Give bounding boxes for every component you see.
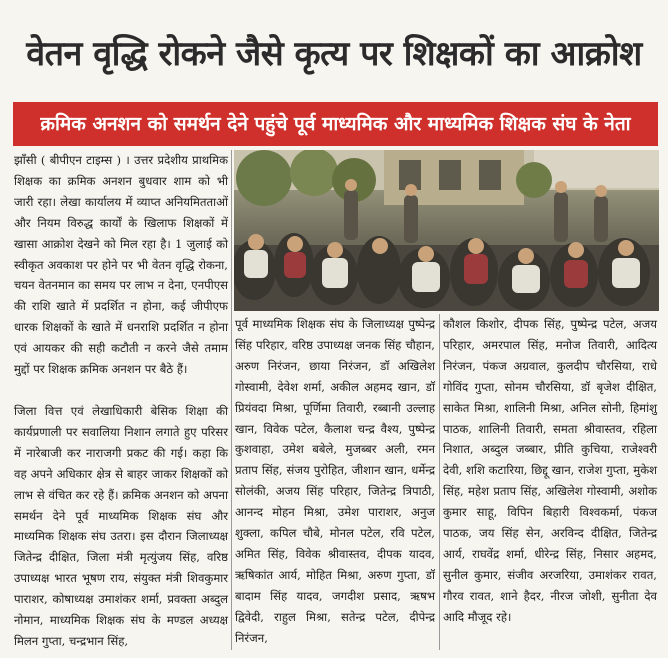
news-photo [234, 150, 659, 311]
headline: वेतन वृद्धि रोकने जैसे कृत्य पर शिक्षकों का आक्रोश [26, 34, 642, 74]
article-column-2 [235, 314, 435, 650]
article-column-1 [14, 150, 228, 650]
photo-crowd-illustration [234, 150, 659, 311]
article-paragraph: जिला वित्त एवं लेखाधिकारी बेसिक शिक्षा की कार्यप्रणाली पर सवालिया निशान लगाते हुए परिसर में नारेबाजी कर नाराजगी प्रकट की गई। कहा कि वह अपने अधिकार क्षेत्र से बाहर जाकर शिक्षकों को लाभ से वंचित कर रहे हैं। क्रमिक अनशन को अपना समर्थन देने पूर्व माध्यमिक शिक्षक संघ और माध्यमिक शिक्षक संघ उतरा। इस दौरान जिलाध्यक्ष जितेन्द्र दीक्षित, जिला मंत्री मृत्युंजय सिंह, वरिष्ठ उपाध्यक्ष भारत भूषण राय, संयुक्त मंत्री शिवकुमार पाराशर, कोषाध्यक्ष उमाशंकर शर्मा, प्रवक्ता अब्दुल नोमान, माध्यमिक शिक्षक संघ के मण्डल अध्यक्ष मिलन गुप्ता, चन्द्रभान सिंह, [14, 403, 228, 648]
article-paragraph: झाँसी ( बीपीएन टाइम्स ) । उत्तर प्रदेशीय प्राथमिक शिक्षक का क्रमिक अनशन बुधवार शाम को भी जारी रहा। लेखा कार्यालय में व्याप्त अनियमितताओं और नियम विरुद्ध कार्यों के खिलाफ शिक्षकों में खासा आक्रोश देखने को मिल रहा है। 1 जुलाई को स्वीकृत अवकाश पर होने पर भी वेतन वृद्धि रोकना, चयन वेतनमान का समय पर लाभ न देना, एनपीएस की राशि खाते में प्रदर्शित न होना, कई जीपीएफ धारक शिक्षकों के खाते में धनराशि प्रदर्शित न होना एवं आयकर की सही कटौती न करने जैसे तमाम मुद्दों पर शिक्षक क्रमिक अनशन पर बैठे हैं। [14, 153, 228, 377]
column-divider [439, 314, 440, 650]
subheadline-band: क्रमिक अनशन को समर्थन देने पहुंचे पूर्व माध्यमिक और माध्यमिक शिक्षक संघ के नेता [13, 102, 658, 146]
article-paragraph: कौशल किशोर, दीपक सिंह, पुष्पेन्द्र पटेल, अजय परिहार, अमरपाल सिंह, मनोज तिवारी, आदित्य निरंजन, पंकज अग्रवाल, कुलदीप चौरसिया, राधे गोविंद गुप्ता, सोनम चौरसिया, डॉ बृजेश दीक्षित, साकेत मिश्रा, शालिनी मिश्रा, अनिल सोनी, हिमांशु पाठक, शालिनी तिवारी, समता श्रीवास्तव, रहिला निशात, अब्दुल जब्बार, प्रीति कुचिया, राजेश्वरी देवी, शशि कटारिया, छिद्दू खान, राजेश गुप्ता, मुकेश सिंह, महेश प्रताप सिंह, अखिलेश गोस्वामी, अशोक कुमार साहू, विपिन बिहारी विश्वकर्मा, पंकज पाठक, जय सिंह सेन, अरविन्द दीक्षित, जितेन्द्र आर्य, राघवेंद्र शर्मा, धीरेन्द्र सिंह, निसार अहमद, सुनील कुमार, संजीव अरजरिया, उमाशंकर रावत, गौरव रावत, शाने हैदर, नीरज जोशी, सुनीता देव आदि मौजूद रहे। [443, 317, 657, 624]
article-paragraph: पूर्व माध्यमिक शिक्षक संघ के जिलाध्यक्ष पुष्पेन्द्र सिंह परिहार, वरिष्ठ उपाध्यक्ष जनक सिंह चौहान, अरुण निरंजन, छाया निरंजन, डॉ अखिलेश गोस्वामी, देवेश शर्मा, अकील अहमद खान, डॉ प्रियंवदा मिश्रा, पूर्णिमा तिवारी, रब्बानी उल्लाह खान, विवेक पटेल, कैलाश चन्द्र वैश्य, पुष्पेन्द्र कुशवाहा, उमेश बबेले, मुजब्बर अली, रमन प्रताप सिंह, संजय पुरोहित, जीशान खान, धर्मेन्द्र सोलंकी, अजय सिंह परिहार, जितेन्द्र त्रिपाठी, आनन्द मोहन मिश्रा, उमेश पाराशर, अनुज शुक्ला, कपिल चौबे, मोनल पटेल, रवि पटेल, अमित सिंह, विवेक श्रीवास्तव, दीपक यादव, ऋषिकांत आर्य, मोहित मिश्रा, अरुण गुप्ता, डॉ बादाम सिंह यादव, जगदीश प्रसाद, ऋषभ द्विवेदी, राहुल मिश्रा, सतेन्द्र पटेल, दीपेन्द्र निरंजन, [235, 317, 435, 645]
column-divider [231, 150, 232, 650]
article-column-3 [443, 314, 657, 650]
